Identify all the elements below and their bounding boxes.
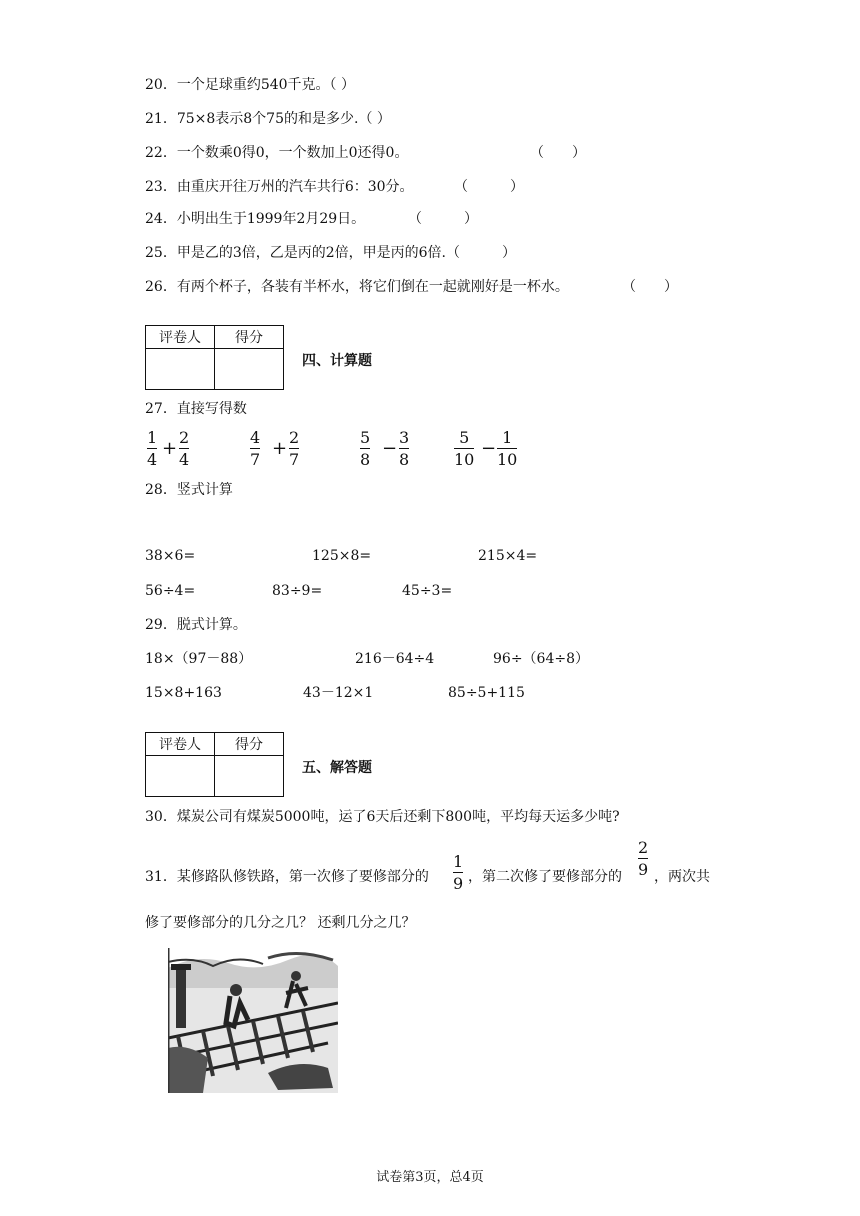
score-header: 得分 xyxy=(215,733,284,756)
reviewer-cell[interactable] xyxy=(146,756,215,797)
score-table-section5 xyxy=(145,732,284,797)
fraction-2-7: 2 7 xyxy=(289,428,300,469)
calc-item: 15×8+163 xyxy=(145,685,222,701)
reviewer-header: 评卷人 xyxy=(146,326,215,349)
question-30: 30．煤炭公司有煤炭5000吨，运了6天后还剩下800吨，平均每天运多少吨? xyxy=(145,809,620,825)
railway-workers-illustration xyxy=(168,948,338,1093)
answer-blank-26: （ ） xyxy=(622,279,678,295)
plus-sign: + xyxy=(272,438,288,459)
question-31-line2: 修了要修部分的几分之几？ 还剩几分之几？ xyxy=(145,915,416,931)
fraction-1-9: 1 9 xyxy=(453,852,464,893)
calc-item: 125×8= xyxy=(312,548,372,564)
question-25: 25．甲是乙的3倍，乙是丙的2倍，甲是丙的6倍.（ ） xyxy=(145,245,516,261)
calc-item: 45÷3= xyxy=(402,583,453,599)
score-cell[interactable] xyxy=(215,756,284,797)
fraction-3-8: 3 8 xyxy=(399,428,410,469)
minus-sign: − xyxy=(481,438,497,459)
calc-item: 83÷9= xyxy=(272,583,323,599)
question-22: 22．一个数乘0得0，一个数加上0还得0。 xyxy=(145,145,409,161)
calc-item: 56÷4= xyxy=(145,583,196,599)
fraction-5-8: 5 8 xyxy=(360,428,371,469)
question-24: 24．小明出生于1999年2月29日。 xyxy=(145,211,366,227)
fraction-1-10: 1 10 xyxy=(497,428,518,469)
score-table-section4 xyxy=(145,325,284,390)
score-cell[interactable] xyxy=(215,349,284,390)
question-29: 29．脱式计算。 xyxy=(145,617,247,633)
calc-item: 216－64÷4 xyxy=(355,651,435,667)
calc-item: 96÷（64÷8） xyxy=(493,651,589,667)
question-28: 28．竖式计算 xyxy=(145,482,233,498)
fraction-5-10: 5 10 xyxy=(454,428,475,469)
reviewer-header: 评卷人 xyxy=(146,733,215,756)
question-31-part1: 31．某修路队修铁路，第一次修了要修部分的 xyxy=(145,869,429,885)
question-23: 23．由重庆开往万州的汽车共行6：30分。 xyxy=(145,179,414,195)
fraction-2-4: 2 4 xyxy=(179,428,190,469)
question-27: 27．直接写得数 xyxy=(145,401,247,417)
page-footer: 试卷第3页，总4页 xyxy=(376,1170,484,1185)
score-header: 得分 xyxy=(215,326,284,349)
calc-item: 18×（97－88） xyxy=(145,651,253,667)
fraction-2-9: 2 9 xyxy=(638,838,649,879)
question-21: 21．75×8表示8个75的和是多少.（ ） xyxy=(145,111,391,127)
answer-blank-22: （ ） xyxy=(530,145,586,161)
minus-sign: − xyxy=(382,438,398,459)
question-20: 20．一个足球重约540千克。（ ） xyxy=(145,77,355,93)
calc-item: 85÷5+115 xyxy=(448,685,525,701)
question-31-part3: ，两次共 xyxy=(654,869,710,885)
reviewer-cell[interactable] xyxy=(146,349,215,390)
answer-blank-24: （ ） xyxy=(408,211,478,227)
fraction-4-7: 4 7 xyxy=(250,428,261,469)
section-title-calculation: 四、计算题 xyxy=(302,353,372,369)
question-31-part2: ，第二次修了要修部分的 xyxy=(468,869,622,885)
section-title-word-problems: 五、解答题 xyxy=(302,760,372,776)
plus-sign: + xyxy=(162,438,178,459)
calc-item: 38×6= xyxy=(145,548,196,564)
calc-item: 215×4= xyxy=(478,548,538,564)
answer-blank-23: （ ） xyxy=(454,179,524,195)
calc-item: 43－12×1 xyxy=(303,685,374,701)
question-26: 26．有两个杯子，各装有半杯水，将它们倒在一起就刚好是一杯水。 xyxy=(145,279,569,295)
fraction-1-4: 1 4 xyxy=(147,428,158,469)
